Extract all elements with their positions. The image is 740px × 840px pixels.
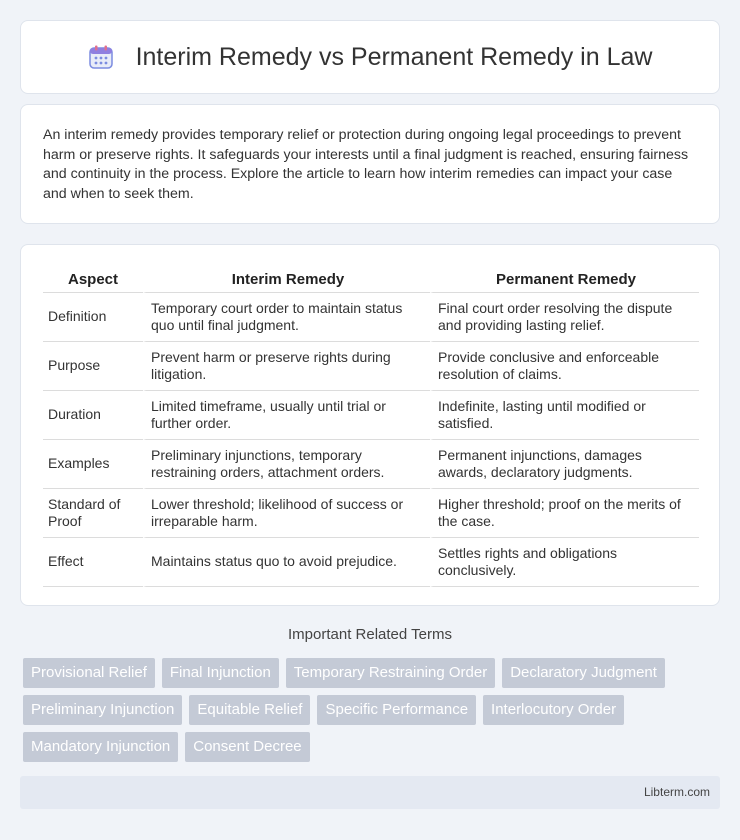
comparison-table (43, 267, 699, 587)
column-header-permanent: Permanent Remedy (430, 267, 699, 293)
aspect-cell: Definition (43, 293, 143, 342)
related-term-tag[interactable]: Consent Decree (185, 732, 309, 762)
aspect-cell: Effect (43, 538, 143, 587)
column-header-aspect: Aspect (43, 267, 143, 293)
permanent-cell: Permanent injunctions, damages awards, declaratory judgments. (430, 440, 699, 489)
column-header-interim: Interim Remedy (143, 267, 430, 293)
aspect-cell: Purpose (43, 342, 143, 391)
related-term-tag[interactable]: Declaratory Judgment (502, 658, 665, 688)
interim-cell: Temporary court order to maintain status quo until final judgment. (143, 293, 430, 342)
related-term-tag[interactable]: Interlocutory Order (483, 695, 624, 725)
permanent-cell: Final court order resolving the dispute and providing lasting relief. (430, 293, 699, 342)
permanent-cell: Settles rights and obligations conclusively. (430, 538, 699, 587)
footer (20, 776, 720, 809)
permanent-cell: Provide conclusive and enforceable resolution of claims. (430, 342, 699, 391)
permanent-cell: Indefinite, lasting until modified or satisfied. (430, 391, 699, 440)
related-terms-heading: Important Related Terms (288, 626, 452, 643)
related-term-tag[interactable]: Final Injunction (162, 658, 279, 688)
table-row (43, 391, 699, 440)
interim-cell: Prevent harm or preserve rights during litigation. (143, 342, 430, 391)
interim-cell: Lower threshold; likelihood of success or irreparable harm. (143, 489, 430, 538)
intro-card (20, 104, 720, 224)
related-term-tag[interactable]: Provisional Relief (23, 658, 155, 688)
related-term-tag[interactable]: Preliminary Injunction (23, 695, 182, 725)
related-term-tag[interactable]: Mandatory Injunction (23, 732, 178, 762)
related-term-tag[interactable]: Equitable Relief (189, 695, 310, 725)
table-row (43, 440, 699, 489)
related-term-tag[interactable]: Temporary Restraining Order (286, 658, 495, 688)
table-row (43, 489, 699, 538)
permanent-cell: Higher threshold; proof on the merits of the case. (430, 489, 699, 538)
interim-cell: Maintains status quo to avoid prejudice. (143, 538, 430, 587)
table-row (43, 293, 699, 342)
title-card (20, 20, 720, 94)
interim-cell: Preliminary injunctions, temporary restraining orders, attachment orders. (143, 440, 430, 489)
intro-text: An interim remedy provides temporary relief or protection during ongoing legal proceedings to prevent harm or preserve rights. It safeguards your interests until a final judgment is reached, ensuring fairness and continuity in the process. Explore the article to learn how interim remedies can impact your case and when to seek them. (43, 127, 689, 202)
interim-cell: Limited timeframe, usually until trial or further order. (143, 391, 430, 440)
aspect-cell: Standard of Proof (43, 489, 143, 538)
table-header-row (43, 267, 699, 293)
comparison-card (20, 244, 720, 606)
aspect-cell: Duration (43, 391, 143, 440)
table-row (43, 538, 699, 587)
calendar-icon (88, 44, 114, 70)
related-term-tag[interactable]: Specific Performance (317, 695, 476, 725)
related-terms-list (23, 658, 723, 769)
footer-site-link[interactable]: Libterm.com (643, 785, 710, 799)
aspect-cell: Examples (43, 440, 143, 489)
table-row (43, 342, 699, 391)
page-title: Interim Remedy vs Permanent Remedy in Law (135, 42, 653, 71)
